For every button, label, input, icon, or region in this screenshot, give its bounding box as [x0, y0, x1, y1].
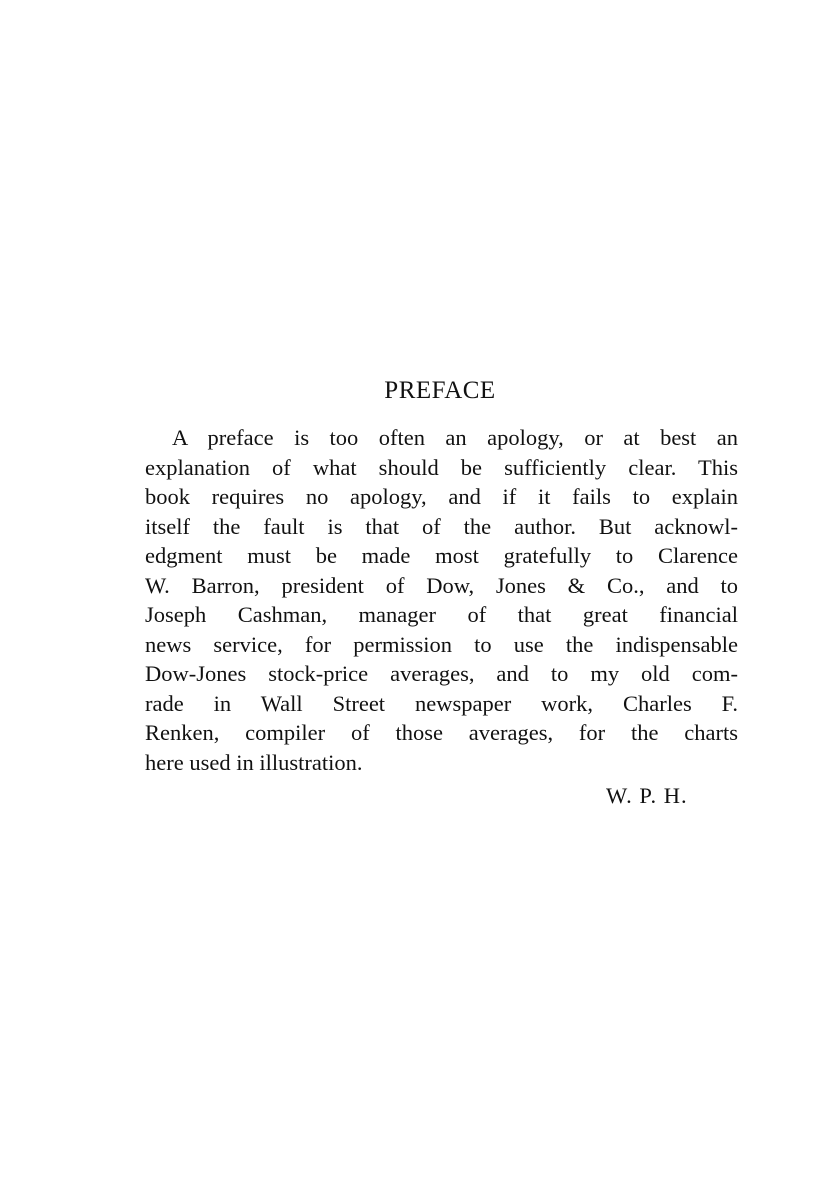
paragraph-line: news service, for permission to use the indispensable	[145, 631, 738, 657]
paragraph-line: book requires no apology, and if it fails to explain	[145, 484, 738, 509]
paragraph-line: here used in illustration.	[145, 749, 363, 775]
paragraph-line: explanation of what should be sufficiently clear. This	[145, 454, 738, 480]
preface-paragraph	[145, 423, 738, 777]
paragraph-line: A preface is too often an apology, or at best an	[172, 425, 738, 450]
paragraph-line: Joseph Cashman, manager of that great financial	[145, 602, 738, 627]
paragraph-line: edgment must be made most gratefully to Clarence	[145, 543, 738, 568]
author-signature: W. P. H.	[606, 783, 688, 808]
paragraph-line: itself the fault is that of the author. But acknowl-	[145, 513, 738, 539]
paragraph-line: rade in Wall Street newspaper work, Charles F.	[145, 690, 738, 716]
paragraph-line: Dow-Jones stock-price averages, and to my old com-	[145, 661, 738, 686]
paragraph-line: W. Barron, president of Dow, Jones & Co., and to	[145, 572, 738, 598]
page-title: PREFACE	[384, 377, 496, 404]
paragraph-line: Renken, compiler of those averages, for the charts	[145, 720, 738, 745]
